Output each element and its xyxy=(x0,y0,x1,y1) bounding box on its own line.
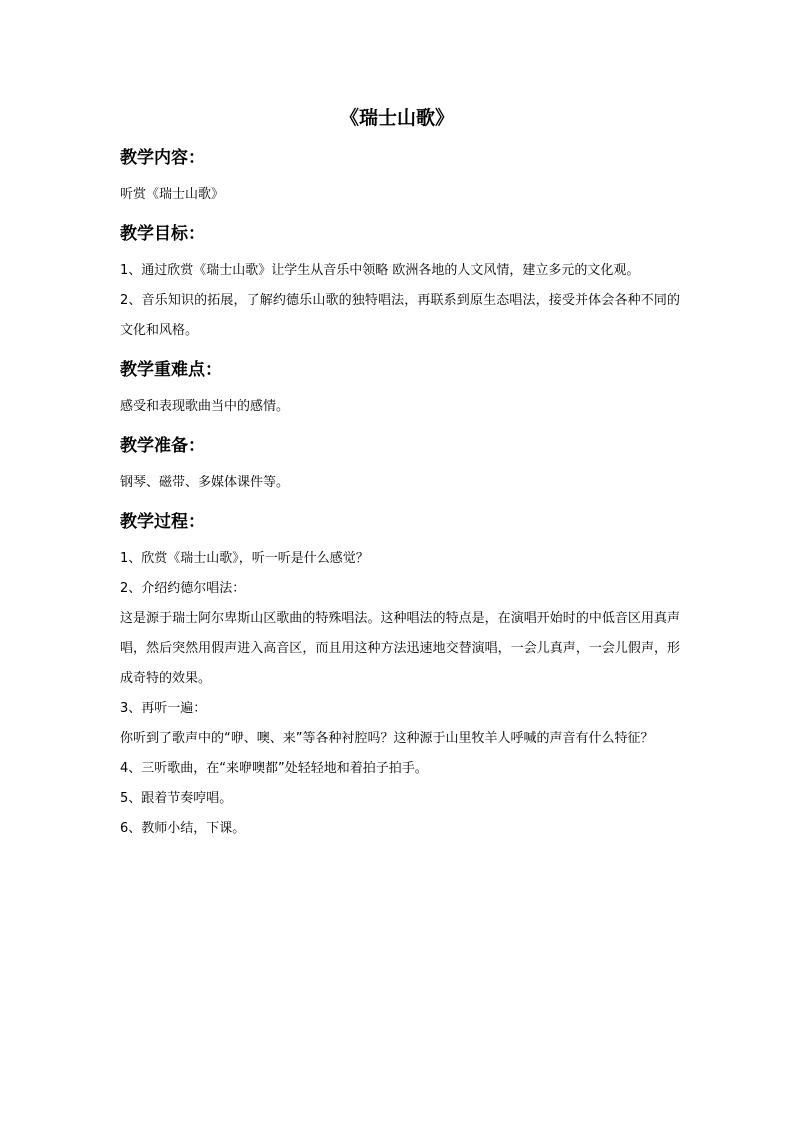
paragraph: 3、再听一遍： xyxy=(120,701,207,716)
section-heading: 教学目标： xyxy=(120,224,205,244)
section-heading: 教学重难点： xyxy=(120,360,222,380)
section-preparation xyxy=(120,432,680,498)
paragraph: 6、教师小结，下课。 xyxy=(120,821,246,836)
section-heading: 教学过程： xyxy=(120,512,205,532)
paragraph: 5、跟着节奏哼唱。 xyxy=(120,791,233,806)
section-teaching-goals xyxy=(120,220,680,346)
paragraph: 这是源于瑞士阿尔卑斯山区歌曲的特殊唱法。这种唱法的特点是，在演唱开始时的中低音区用真声唱，然后突然用假声进入高音区，而且用这种方法迅速地交替演唱，一会儿真声，一会儿假声，形成奇特的效果。 xyxy=(120,611,680,686)
paragraph: 听赏《瑞士山歌》 xyxy=(120,187,225,202)
section-teaching-content xyxy=(120,144,680,210)
section-heading: 教学内容： xyxy=(120,148,205,168)
document-title: 《瑞士山歌》 xyxy=(339,107,454,129)
paragraph: 感受和表现歌曲当中的感情。 xyxy=(120,399,290,414)
document-body xyxy=(120,144,680,844)
section-teaching-process xyxy=(120,508,680,844)
paragraph: 1、欣赏《瑞士山歌》，听一听是什么感觉？ xyxy=(120,551,369,566)
paragraph: 你听到了歌声中的“咿、噢、来”等各种衬腔吗？这种源于山里牧羊人呼喊的声音有什么特征？ xyxy=(120,731,654,746)
paragraph: 2、介绍约德尔唱法： xyxy=(120,581,246,596)
section-heading: 教学准备： xyxy=(120,436,205,456)
section-key-points xyxy=(120,356,680,422)
paragraph: 4、三听歌曲，在“来咿噢都”处轻轻地和着拍子拍手。 xyxy=(120,761,428,776)
paragraph: 钢琴、磁带、多媒体课件等。 xyxy=(120,475,290,490)
paragraph: 1、通过欣赏《瑞士山歌》让学生从音乐中领略 欧洲各地的人文风情，建立多元的文化观。 xyxy=(120,263,640,278)
paragraph: 2、音乐知识的拓展，了解约德乐山歌的独特唱法，再联系到原生态唱法，接受并体会各种不同的文化和风格。 xyxy=(120,293,680,338)
